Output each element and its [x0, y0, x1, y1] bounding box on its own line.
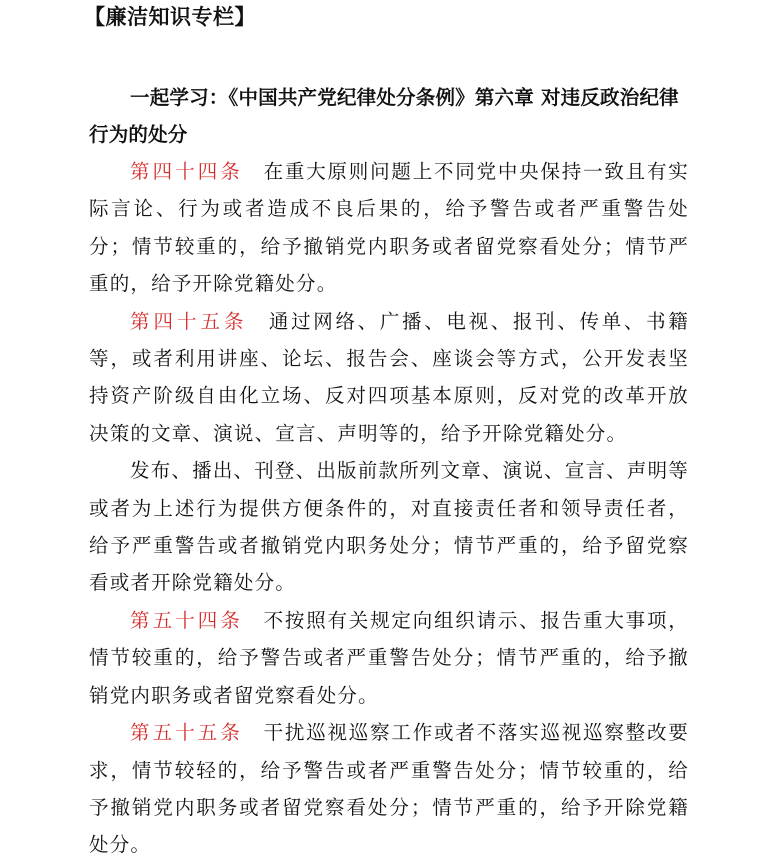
- article-body: [89, 79, 689, 864]
- clause-text-54: 不按照有关规定向组织请示、报告重大事项，情节较重的，给予警告或者严重警告处分；情节严重的，给予撤销党内职务或者留党察看处分。: [89, 608, 689, 707]
- article-55: [89, 714, 689, 864]
- article-45-second-paragraph: [89, 452, 689, 602]
- clause-label-44: 第四十四条: [130, 160, 243, 183]
- article-54: [89, 602, 689, 714]
- section-title: 【廉洁知识专栏】: [84, 5, 256, 29]
- article-45: [89, 303, 689, 453]
- clause-label-55: 第五十五条: [130, 721, 243, 745]
- clause-label-45: 第四十五条: [130, 309, 248, 333]
- clause-text-44: 在重大原则问题上不同党中央保持一致且有实际言论、行为或者造成不良后果的，给予警告或者严重警告处分；情节较重的，给予撤销党内职务或者留党察看处分；情节严重的，给予开除党籍处分。: [89, 160, 689, 296]
- article-44: [89, 153, 689, 303]
- article-heading: 一起学习：《中国共产党纪律处分条例》第六章 对违反政治纪律行为的处分: [89, 86, 679, 146]
- clause-text-45-2: 发布、播出、刊登、出版前款所列文章、演说、宣言、声明等或者为上述行为提供方便条件的，对直接责任者和领导责任者，给予严重警告或者撤销党内职务处分；情节严重的，给予留党察看或者开除党籍处分。: [89, 459, 689, 595]
- clause-text-55: 干扰巡视巡察工作或者不落实巡视巡察整改要求，情节较轻的，给予警告或者严重警告处分；情节较重的，给予撤销党内职务或者留党察看处分；情节严重的，给予开除党籍处分。: [89, 721, 689, 857]
- clause-text-45: 通过网络、广播、电视、报刊、传单、书籍等，或者利用讲座、论坛、报告会、座谈会等方式，公开发表坚持资产阶级自由化立场、反对四项基本原则，反对党的改革开放决策的文章、演说、宣言、声明等的，给予开除党籍处分。: [89, 309, 689, 445]
- clause-label-54: 第五十四条: [130, 608, 243, 632]
